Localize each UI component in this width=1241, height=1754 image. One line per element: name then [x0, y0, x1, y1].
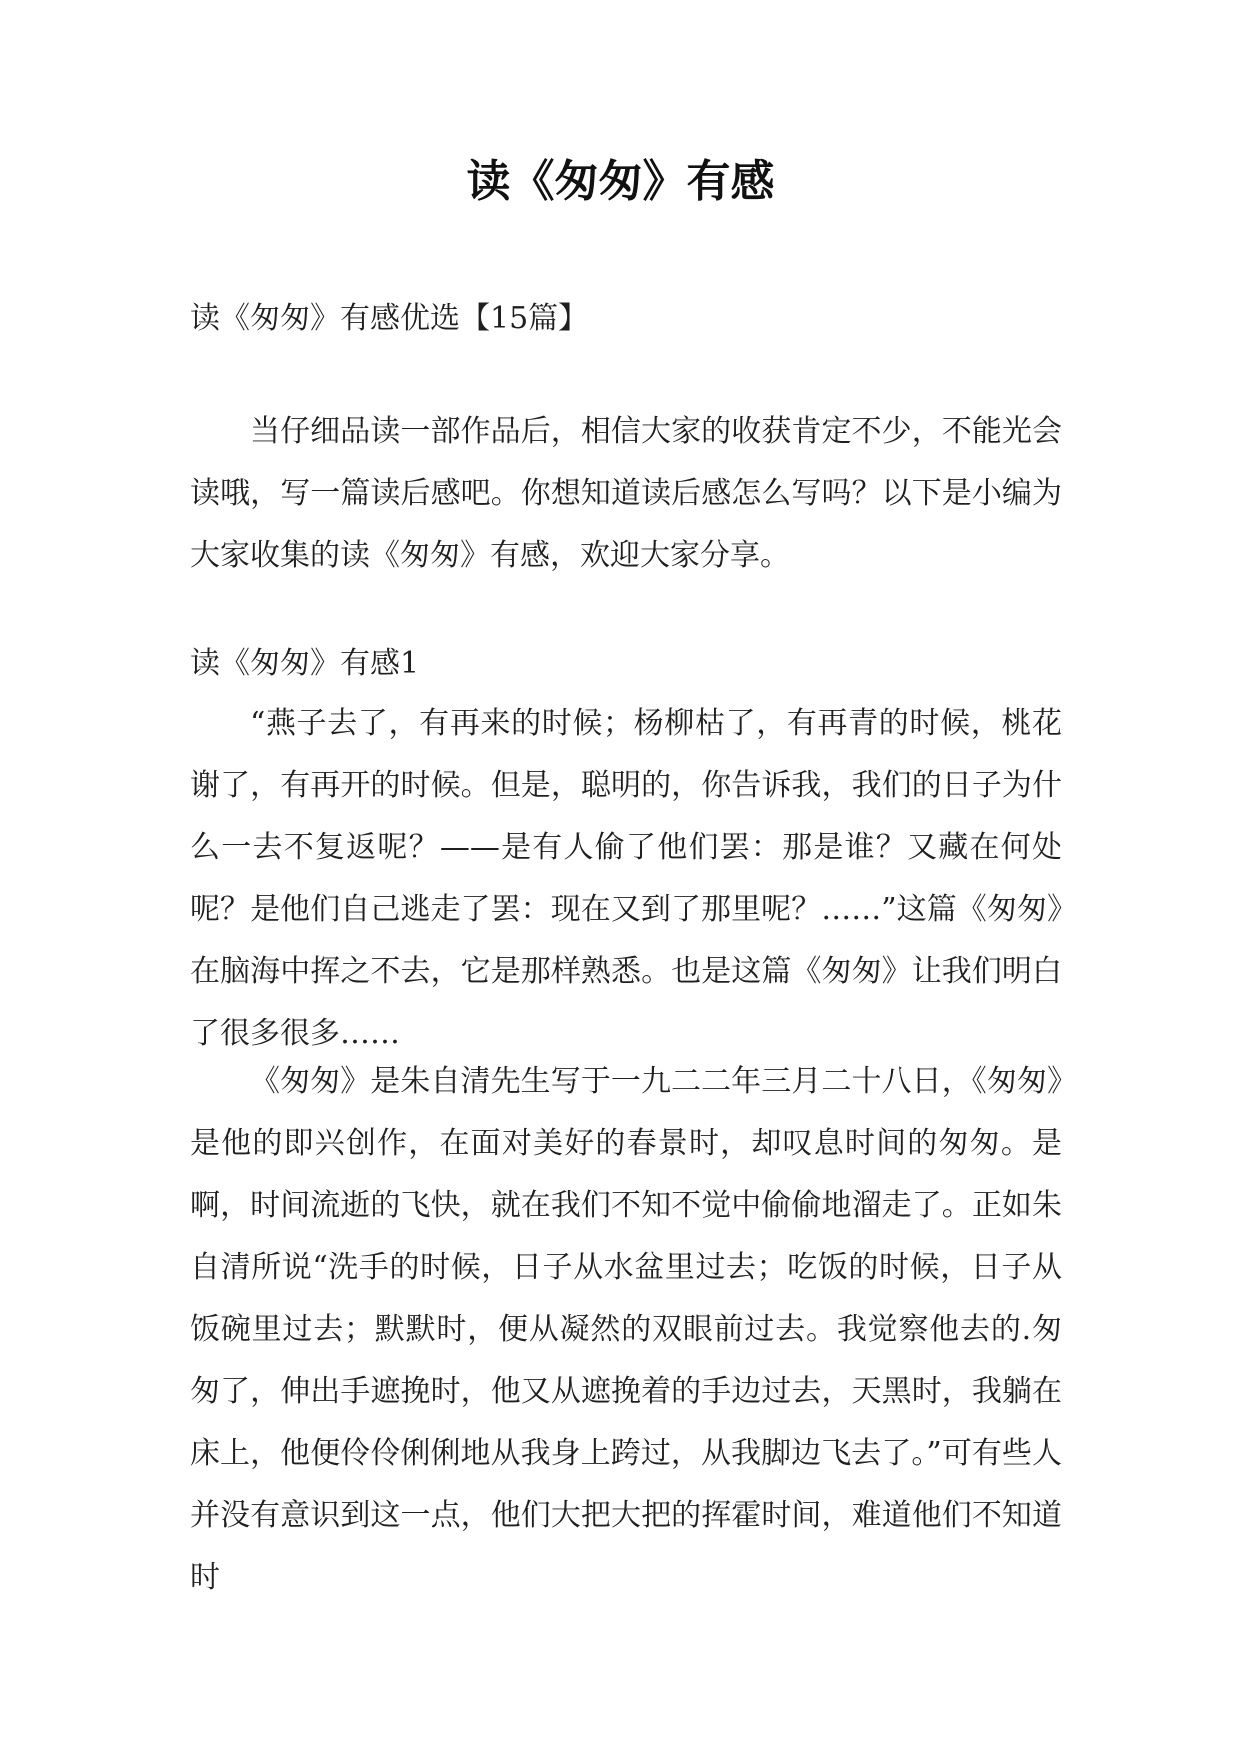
body-paragraph-2: 《匆匆》是朱自清先生写于一九二二年三月二十八日，《匆匆》是他的即兴创作，在面对美好的春景时，却叹息时间的匆匆。是啊，时间流逝的飞快，就在我们不知不觉中偷偷地溜走了。正如朱自清所说“洗手的时候，日子从水盆里过去；吃饭的时候，日子从饭碗里过去；默默时，便从凝然的双眼前过去。我觉察他去的.匆匆了，伸出手遮挽时，他又从遮挽着的手边过去，天黑时，我躺在床上，他便伶伶俐俐地从我身上跨过，从我脚边飞去了。”可有些人并没有意识到这一点，他们大把大把的挥霍时间，难道他们不知道时: [190, 1064, 1062, 1595]
body-paragraph-1: “燕子去了，有再来的时候；杨柳枯了，有再青的时候，桃花谢了，有再开的时候。但是，聪明的，你告诉我，我们的日子为什么一去不复返呢？——是有人偷了他们罢：那是谁？又藏在何处呢？是他们自己逃走了罢：现在又到了那里呢？……”这篇《匆匆》在脑海中挥之不去，它是那样熟悉。也是这篇《匆匆》让我们明白了很多很多……: [190, 706, 1062, 1051]
document-title: 读《匆匆》有感: [466, 156, 775, 207]
intro-paragraph: 当仔细品读一部作品后，相信大家的收获肯定不少，不能光会读哦，写一篇读后感吧。你想知道读后感怎么写吗？以下是小编为大家收集的读《匆匆》有感，欢迎大家分享。: [190, 414, 1062, 573]
section-heading: 读《匆匆》有感1: [190, 646, 420, 681]
document-subtitle: 读《匆匆》有感优选【15篇】: [190, 301, 589, 336]
